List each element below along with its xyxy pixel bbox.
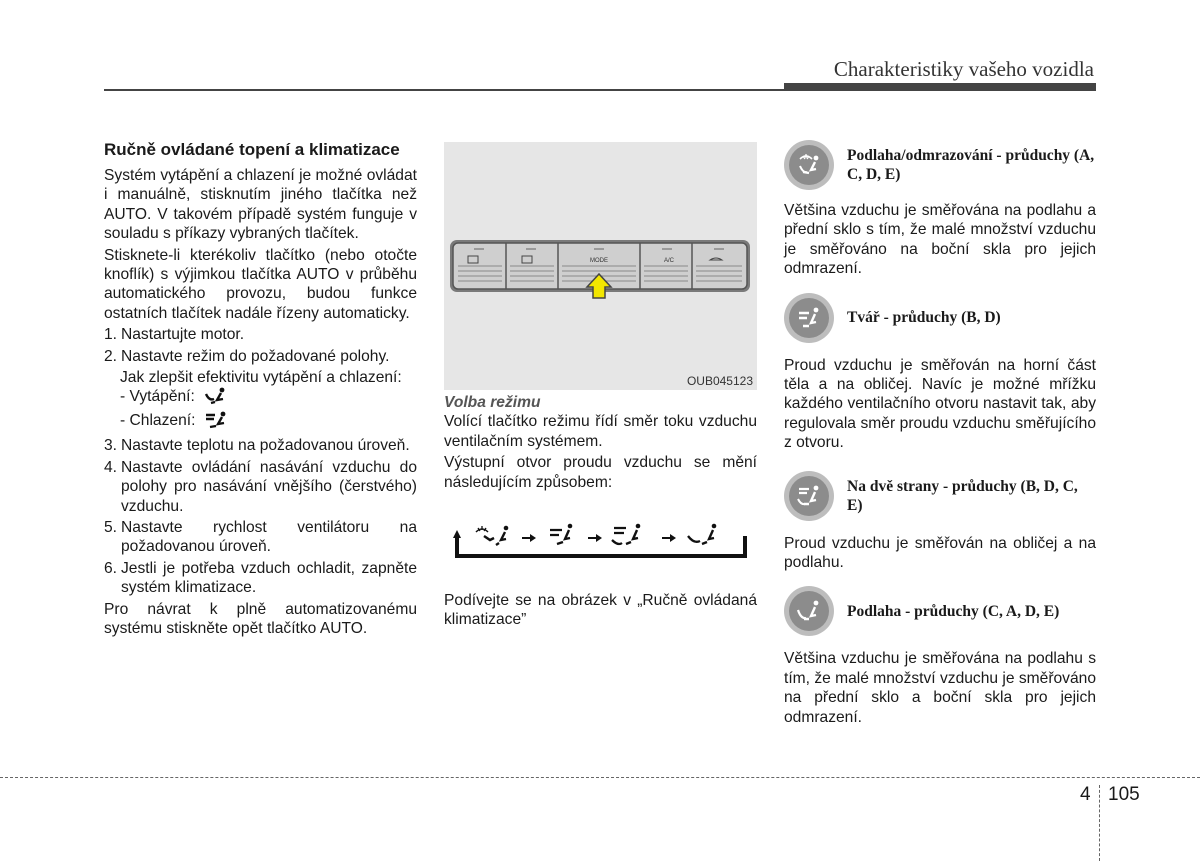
bi-level-icon <box>612 524 640 544</box>
steps-list-cont <box>104 436 417 597</box>
mode-description: Většina vzduchu je směřována na podlahu a přední sklo s tím, že malé množství vzduchu je směřováno na boční skla pro jejich odmrazení. <box>784 202 1096 278</box>
column-mode-selection <box>444 393 757 492</box>
list-item: 1. Nastartujte motor. <box>104 326 245 344</box>
face-vent-icon <box>784 293 834 343</box>
mode-tips <box>104 368 417 434</box>
mode-paragraph-2: Výstupní otvor proudu vzduchu se mění následujícím způsobem: <box>444 454 757 491</box>
running-header: Charakteristiky vašeho vozidla <box>833 57 1094 81</box>
mode-title: Podlaha/odmrazování - průduchy (A, C, D, E) <box>847 147 1095 183</box>
mode-title: Podlaha - průduchy (C, A, D, E) <box>847 602 1060 620</box>
mode-cycle-diagram <box>452 518 750 567</box>
mode-description: Proud vzduchu je směřován na obličej a na podlahu. <box>784 534 1096 572</box>
header-accent-bar <box>784 83 1096 91</box>
column-manual-control <box>104 140 417 638</box>
control-panel-illustration <box>444 142 757 390</box>
footer-vertical-divider <box>1099 785 1100 861</box>
ac-button-label: A/C <box>663 258 675 264</box>
mode-floor <box>784 586 1096 727</box>
mode-title: Na dvě strany - průduchy (B, D, C, E) <box>847 477 1078 514</box>
list-item: 4. Nastavte ovládání nasávání vzduchu do polohy pro nasávání vnějšího (čerstvého) vzduchu. <box>104 458 417 515</box>
tip-heating: - Vytápění: <box>120 387 417 410</box>
intro-paragraph: Systém vytápění a chlazení je možné ovládat i manuálně, stisknutím jiného tlačítka než AUTO. V takovém případě systém funguje v souladu s příkazy vybraných tlačítek. <box>104 167 417 243</box>
mode-reference-note: Podívejte se na obrázek v „Ručně ovládaná klimatizace” <box>444 592 757 629</box>
mode-bi-level <box>784 471 1096 573</box>
mode-face <box>784 293 1096 453</box>
figure-caption: Volba režimu <box>444 394 541 411</box>
list-item: 5. Nastavte rychlost ventilátoru na požadovanou úroveň. <box>104 518 417 556</box>
tip-cooling: - Chlazení: <box>120 411 417 434</box>
floor-vent-icon <box>203 387 229 410</box>
floor-defrost-icon <box>784 140 834 190</box>
column-mode-descriptions <box>784 140 1096 727</box>
face-vent-icon <box>204 411 230 434</box>
mode-title: Tvář - průduchy (B, D) <box>847 309 1001 327</box>
defrost-floor-icon <box>476 526 508 545</box>
face-icon <box>550 524 572 544</box>
section-title: Ručně ovládané topení a klimatizace <box>104 140 400 159</box>
figure-code: OUB045123 <box>686 374 753 388</box>
mode-description: Proud vzduchu je směřován na horní část těla a na obličej. Navíc je možné mřížku každého ventilačního otvoru nastavit tak, aby regulovala směr proudu vzduchu směřujícího z otvoru. <box>784 356 1096 452</box>
mode-paragraph-1: Volící tlačítko režimu řídí směr toku vzduchu ventilačním systémem. <box>444 413 757 450</box>
list-item: 2. Nastavte režim do požadované polohy. <box>104 347 390 365</box>
floor-icon <box>688 524 716 544</box>
page-number: 105 <box>1108 784 1140 805</box>
return-to-auto-paragraph: Pro návrat k plně automatizovanému systému stiskněte opět tlačítko AUTO. <box>104 600 417 637</box>
chapter-number: 4 <box>1080 784 1091 805</box>
bi-level-icon <box>784 471 834 521</box>
steps-list <box>104 325 417 366</box>
list-item: 6. Jestli je potřeba vzduch ochladit, zapněte systém klimatizace. <box>104 559 417 597</box>
control-panel-figure <box>444 142 757 390</box>
list-item: 3. Nastavte teplotu na požadovanou úroveň. <box>104 437 410 455</box>
tips-intro: Jak zlepšit efektivitu vytápění a chlazení: <box>120 369 402 387</box>
mode-button-label: MODE <box>590 258 608 264</box>
mode-description: Většina vzduchu je směřována na podlahu s tím, že malé množství vzduchu je směřováno na přední sklo a boční skla pro jejich odmrazení. <box>784 650 1096 726</box>
mode-floor-defrost <box>784 140 1096 279</box>
floor-vent-icon <box>784 586 834 636</box>
footer-divider <box>0 777 1200 778</box>
auto-note-paragraph: Stisknete-li kterékoliv tlačítko (nebo otočte knoflík) s výjimkou tlačítka AUTO v průběhu automatického provozu, budou funkce ostatních tlačítek nadále řízeny automaticky. <box>104 246 417 322</box>
